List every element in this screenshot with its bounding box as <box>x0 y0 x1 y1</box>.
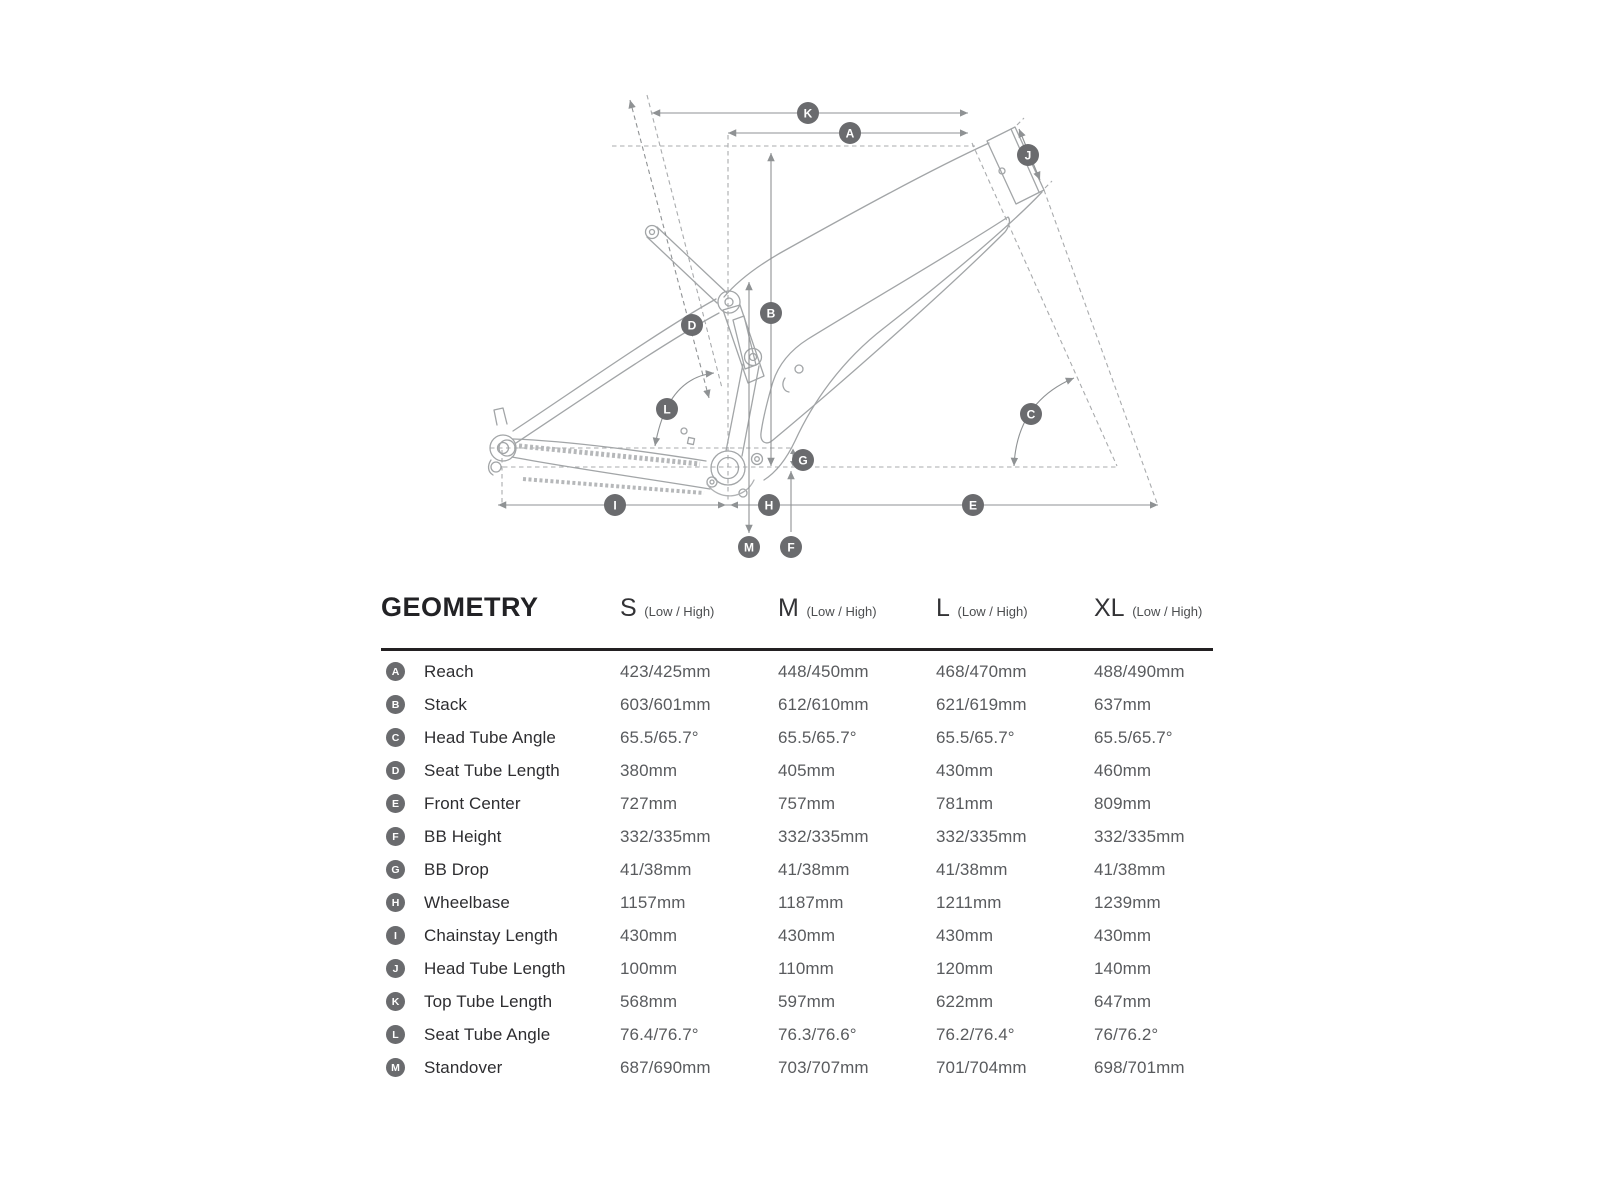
row-value: 332/335mm <box>936 826 1027 846</box>
seat-mast-edge-1 <box>647 237 717 303</box>
svg-text:B: B <box>766 306 776 321</box>
table-row <box>381 985 1213 1018</box>
table-row <box>381 754 1213 787</box>
svg-text:H: H <box>764 498 774 513</box>
row-letter-badge: H <box>386 893 405 912</box>
row-value: 1211mm <box>936 892 1002 912</box>
derailleur-hanger <box>491 462 501 472</box>
diagram-marker-j <box>1017 144 1039 166</box>
geometry-table-header <box>381 592 1213 648</box>
row-value: 140mm <box>1094 958 1152 978</box>
row-letter-badge: J <box>386 959 405 978</box>
row-label: Top Tube Length <box>424 991 553 1011</box>
row-value: 41/38mm <box>778 859 850 879</box>
geometry-table <box>381 592 1213 1084</box>
row-label: BB Drop <box>424 859 489 879</box>
diagram-marker-b <box>760 302 782 324</box>
seat-clamp-bolt <box>650 230 655 235</box>
row-value: 647mm <box>1094 991 1152 1011</box>
head-tube-ext-tick-top <box>1017 118 1024 125</box>
fork-edge-line <box>1044 190 1157 503</box>
row-value: 430mm <box>1094 925 1152 945</box>
chain-lower-run <box>523 479 704 493</box>
row-value: 430mm <box>620 925 678 945</box>
table-row <box>381 820 1213 853</box>
row-value: 332/335mm <box>778 826 869 846</box>
geometry-table-body <box>381 648 1213 1084</box>
upper-link-pivot-bolt <box>725 298 733 306</box>
size-column-header <box>778 594 936 623</box>
table-row <box>381 886 1213 919</box>
row-label: Head Tube Angle <box>424 727 556 747</box>
row-value: 41/38mm <box>936 859 1008 879</box>
front-triangle-window <box>761 217 1010 443</box>
svg-text:E: E <box>968 498 978 513</box>
row-letter-badge: I <box>386 926 405 945</box>
diagram-marker-l <box>656 398 678 420</box>
diagram-marker-d <box>681 314 703 336</box>
pivot-bolt-a <box>752 454 763 465</box>
row-value: 65.5/65.7° <box>620 727 699 747</box>
svg-text:F: F <box>787 540 795 555</box>
down-tube-lower-edge <box>764 192 1042 480</box>
size-name: S <box>620 594 637 622</box>
table-row <box>381 655 1213 688</box>
diagram-marker-c <box>1020 403 1042 425</box>
table-row <box>381 919 1213 952</box>
size-qualifier: (Low / High) <box>953 604 1028 619</box>
row-value: 430mm <box>936 760 994 780</box>
row-value: 488/490mm <box>1094 661 1185 681</box>
dimension-lines <box>498 100 1158 533</box>
row-label: Seat Tube Length <box>424 760 560 780</box>
row-value: 405mm <box>778 760 836 780</box>
row-value: 76/76.2° <box>1094 1024 1159 1044</box>
row-value: 448/450mm <box>778 661 869 681</box>
svg-text:I: I <box>613 498 617 513</box>
row-value: 76.3/76.6° <box>778 1024 857 1044</box>
row-value: 603/601mm <box>620 694 711 714</box>
pivot-bolt-b-inner <box>710 480 714 484</box>
row-value: 380mm <box>620 760 678 780</box>
diagram-marker-i <box>604 494 626 516</box>
size-column-header <box>1094 594 1213 623</box>
row-label: Standover <box>424 1057 503 1077</box>
row-value: 637mm <box>1094 694 1152 714</box>
table-row <box>381 952 1213 985</box>
chain <box>519 446 704 493</box>
size-column-header <box>936 594 1094 623</box>
size-name: XL <box>1094 594 1125 622</box>
row-value: 727mm <box>620 793 678 813</box>
diagram-marker-f <box>780 536 802 558</box>
row-value: 621/619mm <box>936 694 1027 714</box>
row-letter-badge: K <box>386 992 405 1011</box>
row-value: 76.4/76.7° <box>620 1024 699 1044</box>
row-value: 1157mm <box>620 892 686 912</box>
row-value: 332/335mm <box>1094 826 1185 846</box>
row-letter-badge: D <box>386 761 405 780</box>
head-tube-ext-tick-bottom <box>1045 181 1052 188</box>
row-label: Head Tube Length <box>424 958 566 978</box>
row-letter-badge: M <box>386 1058 405 1077</box>
row-value: 76.2/76.4° <box>936 1024 1015 1044</box>
row-label: Front Center <box>424 793 521 813</box>
table-row <box>381 787 1213 820</box>
row-value: 332/335mm <box>620 826 711 846</box>
row-value: 809mm <box>1094 793 1152 813</box>
row-value: 65.5/65.7° <box>778 727 857 747</box>
size-qualifier: (Low / High) <box>640 604 715 619</box>
row-value: 701/704mm <box>936 1057 1027 1077</box>
diagram-marker-h <box>758 494 780 516</box>
lower-seat-tube-edge-2 <box>742 366 759 456</box>
svg-text:K: K <box>803 106 813 121</box>
arrow-bb-split-right <box>730 502 738 509</box>
size-name: M <box>778 594 799 622</box>
row-letter-badge: G <box>386 860 405 879</box>
svg-text:G: G <box>798 453 808 468</box>
diagram-marker-g <box>792 449 814 471</box>
row-letter-badge: C <box>386 728 405 747</box>
angle-arc-c-head-angle <box>1014 378 1074 466</box>
size-qualifier: (Low / High) <box>1128 604 1203 619</box>
row-value: 781mm <box>936 793 994 813</box>
table-row <box>381 853 1213 886</box>
row-letter-badge: L <box>386 1025 405 1044</box>
bolt-small <box>681 428 687 434</box>
row-letter-badge: B <box>386 695 405 714</box>
row-value: 423/425mm <box>620 661 711 681</box>
row-value: 1239mm <box>1094 892 1161 912</box>
row-value: 41/38mm <box>620 859 692 879</box>
row-value: 703/707mm <box>778 1057 869 1077</box>
diagram-marker-a <box>839 122 861 144</box>
diagram-marker-m <box>738 536 760 558</box>
svg-text:M: M <box>744 540 754 555</box>
seat-mast-edge-2 <box>657 227 727 293</box>
row-value: 460mm <box>1094 760 1152 780</box>
row-letter-badge: F <box>386 827 405 846</box>
row-value: 622mm <box>936 991 994 1011</box>
row-letter-badge: A <box>386 662 405 681</box>
dropout-fin <box>494 408 507 425</box>
row-label: Chainstay Length <box>424 925 558 945</box>
row-value: 687/690mm <box>620 1057 711 1077</box>
upper-link-pivot <box>718 291 740 313</box>
bolt-square <box>687 437 694 444</box>
bike-geometry-diagram <box>0 0 1600 585</box>
chain-upper-run <box>519 446 700 464</box>
row-value: 698/701mm <box>1094 1057 1185 1077</box>
frame-tab <box>783 378 789 392</box>
row-label: BB Height <box>424 826 502 846</box>
row-value: 1187mm <box>778 892 844 912</box>
seat-tube-axis-line <box>647 95 722 388</box>
table-row <box>381 688 1213 721</box>
table-row <box>381 721 1213 754</box>
size-name: L <box>936 594 950 622</box>
row-value: 120mm <box>936 958 994 978</box>
top-tube-upper-edge <box>724 143 989 297</box>
svg-text:C: C <box>1026 407 1036 422</box>
construction-lines <box>490 95 1157 503</box>
diagram-marker-k <box>797 102 819 124</box>
row-value: 568mm <box>620 991 678 1011</box>
diagram-marker-e <box>962 494 984 516</box>
row-letter-badge: E <box>386 794 405 813</box>
pivot-bolt-a-inner <box>755 457 760 462</box>
cable-port <box>795 365 803 373</box>
row-value: 612/610mm <box>778 694 869 714</box>
row-value: 757mm <box>778 793 836 813</box>
row-label: Seat Tube Angle <box>424 1024 551 1044</box>
seat-clamp <box>646 226 659 239</box>
row-value: 100mm <box>620 958 678 978</box>
row-value: 597mm <box>778 991 836 1011</box>
svg-text:L: L <box>663 402 671 417</box>
row-label: Wheelbase <box>424 892 510 912</box>
size-qualifier: (Low / High) <box>802 604 877 619</box>
svg-text:J: J <box>1024 148 1032 163</box>
size-column-header <box>620 594 778 623</box>
svg-text:D: D <box>687 318 697 333</box>
row-value: 65.5/65.7° <box>936 727 1015 747</box>
row-value: 110mm <box>778 958 834 978</box>
arrow-bb-split-left <box>718 502 726 509</box>
row-value: 468/470mm <box>936 661 1027 681</box>
row-value: 41/38mm <box>1094 859 1166 879</box>
row-value: 65.5/65.7° <box>1094 727 1173 747</box>
svg-text:A: A <box>845 126 855 141</box>
table-row <box>381 1018 1213 1051</box>
row-value: 430mm <box>936 925 994 945</box>
row-label: Stack <box>424 694 468 714</box>
table-title: GEOMETRY <box>381 592 539 622</box>
row-label: Reach <box>424 661 474 681</box>
table-row <box>381 1051 1213 1084</box>
dim-line-d-seat-tube <box>630 100 709 398</box>
row-value: 430mm <box>778 925 836 945</box>
